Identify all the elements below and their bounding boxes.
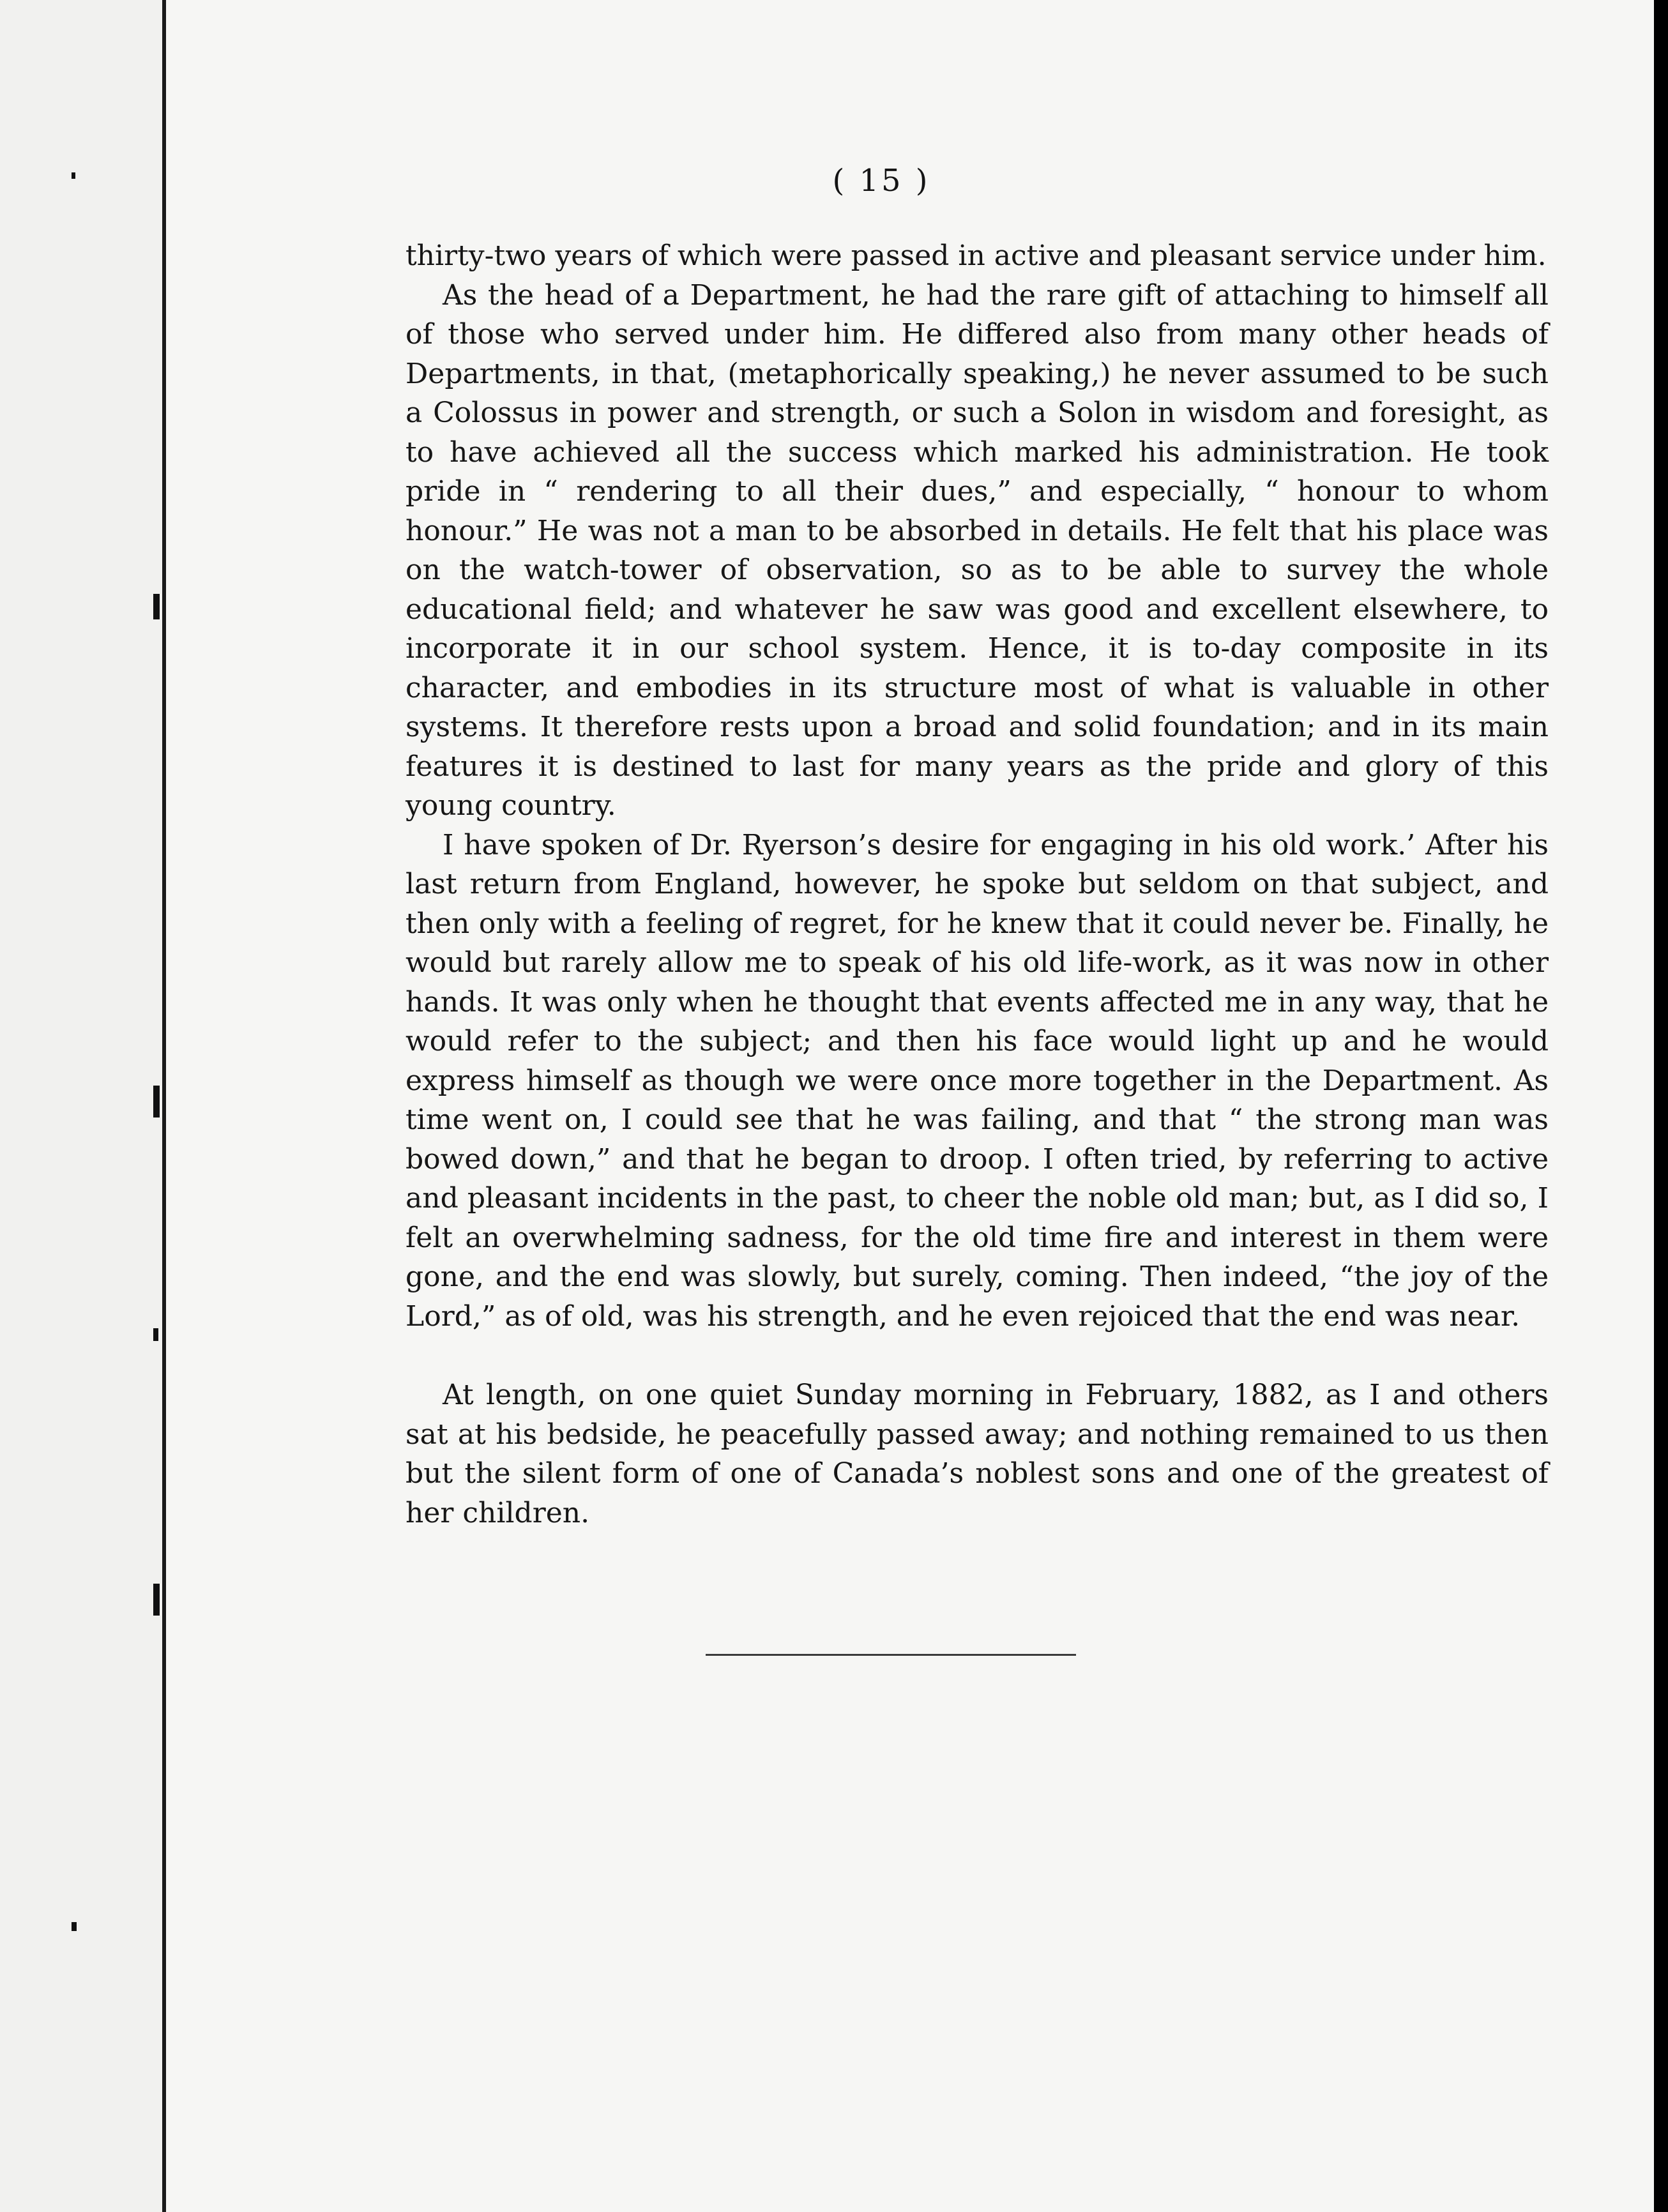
closing-rule <box>706 1654 1076 1656</box>
margin-mark <box>72 1922 77 1931</box>
paragraph: thirty-two years of which were passed in active and pleasant service under him. <box>406 239 1547 272</box>
paragraph: I have spoken of Dr. Ryerson’s desire for engaging in his old work.’ After his last return from England, however, he spoke but seldom on that subject, and then only with a feeling of regret, for he knew that it could never be. Finally, he would but rarely allow me to speak of his old life-work, as it was now in other hands. It was only when he thought that events affected me in any way, that he would refer to the subject; and then his face would light up and he would express himself as though we were once more together in the Department. As time went on, I could see that he was failing, and that “ the strong man was bowed down,” and that he began to droop. I often tried, by referring to active and pleasant incidents in the past, to cheer the noble old man; but, as I did so, I felt an overwhelming sadness, for the old time fire and interest in them were gone, and the end was slowly, but surely, coming. Then indeed, “the joy of the Lord,” as of old, was his strength, and he even rejoiced that the end was near. <box>406 828 1549 1333</box>
left-margin-strip <box>0 0 166 2212</box>
paragraph: At length, on one quiet Sunday morning in February, 1882, as I and others sat at his bedside, he peacefully passed away; and nothing remained to us then but the silent form of one of Canada’s noblest sons and one of the greatest of her children. <box>406 1379 1549 1529</box>
margin-mark <box>153 1328 158 1341</box>
page-number: ( 15 ) <box>832 163 930 199</box>
margin-mark <box>153 594 160 619</box>
body-text <box>406 236 1549 1533</box>
margin-mark <box>72 172 75 179</box>
paragraph: As the head of a Department, he had the rare gift of attaching to himself all of those who served under him. He differed also from many other heads of Departments, in that, (metaphorically speaking,) he never assumed to be such a Colossus in power and strength, or such a Solon in wisdom and foresight, as to have achieved all the success which marked his administration. He took pride in “ rendering to all their dues,” and especially, “ honour to whom honour.” He was not a man to be absorbed in details. He felt that his place was on the watch-tower of observation, so as to be able to survey the whole educational field; and whatever he saw was good and excellent elsewhere, to incorporate it in our school system. Hence, it is to-day composite in its character, and embodies in its structure most of what is valuable in other systems. It therefore rests upon a broad and solid foundation; and in its main features it is destined to last for many years as the pride and glory of this young country. <box>406 278 1549 822</box>
document-page <box>166 0 1654 2212</box>
margin-mark <box>153 1584 160 1616</box>
margin-mark <box>153 1086 160 1117</box>
